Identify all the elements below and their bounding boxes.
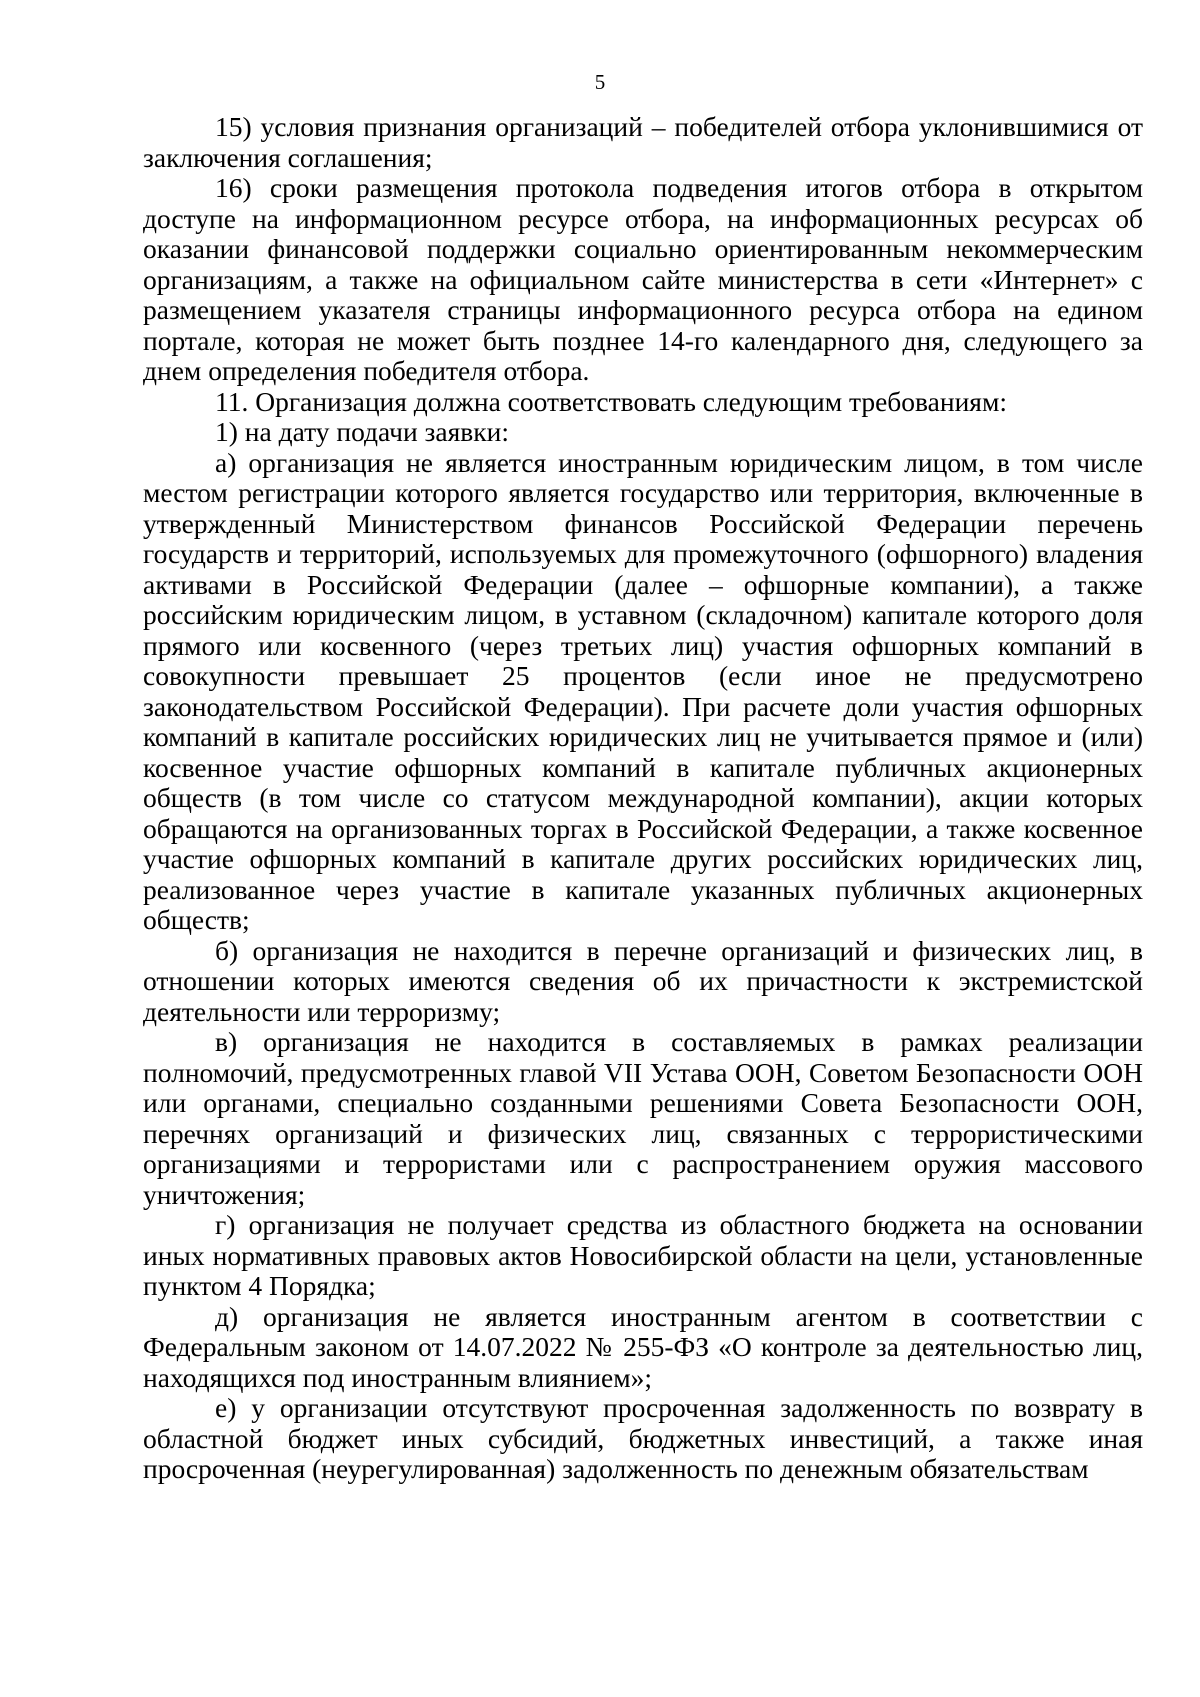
page-number: 5 [594, 70, 606, 94]
paragraph-item-b: б) организация не находится в перечне организаций и физических лиц, в отношении которых имеются сведения об их причастности к экстремистской деятельности или терроризму; [143, 934, 1143, 1027]
paragraph-item-16: 16) сроки размещения протокола подведения итогов отбора в открытом доступе на информационном ресурсе отбора, на информационных ресурсах об оказании финансовой поддержки социально ориентированным некоммерческим организациям, а также на официальном сайте министерства в сети «Интернет» с размещением указателя страницы информационного ресурса отбора на едином портале, которая не может быть позднее 14-го календарного дня, следующего за днем определения победителя отбора. [143, 172, 1143, 386]
paragraph-subsection-1: 1) на дату подачи заявки: [215, 416, 509, 447]
paragraph-item-a: а) организация не является иностранным юридическим лицом, в том числе местом регистрации которого является государство или территория, включенные в утвержденный Министерством финансов Российской Федерации перечень государств и территорий, используемых для промежуточного (офшорного) владения активами в Российской Федерации (далее – офшорные компании), а также российским юридическим лицом, в уставном (складочном) капитале которого доля прямого или косвенного (через третьих лиц) участия офшорных компаний в совокупности превышает 25 процентов (если иное не предусмотрено законодательством Российской Федерации). При расчете доли участия офшорных компаний в капитале российских юридических лиц не учитывается прямое и (или) косвенное участие офшорных компаний в капитале публичных акционерных обществ (в том числе со статусом международной компании), акции которых обращаются на организованных торгах в Российской Федерации, а также косвенное участие офшорных компаний в капитале других российских юридических лиц, реализованное через участие в капитале указанных публичных акционерных обществ; [143, 446, 1143, 935]
paragraph-item-g: г) организация не получает средства из областного бюджета на основании иных нормативных правовых актов Новосибирской области на цели, установленные пунктом 4 Порядка; [143, 1209, 1143, 1301]
paragraph-item-v: в) организация не находится в составляемых в рамках реализации полномочий, предусмотренных главой VII Устава ООН, Советом Безопасности ООН или органами, специально созданными решениями Совета Безопасности ООН, перечнях организаций и физических лиц, связанных с террористическими организациями и террористами или с распространением оружия массового уничтожения; [143, 1026, 1143, 1210]
paragraph-item-e: е) у организации отсутствуют просроченная задолженность по возврату в областной бюджет иных субсидий, бюджетных инвестиций, а также иная просроченная (неурегулированная) задолженность по денежным обязательствам [143, 1392, 1143, 1484]
document-body [143, 112, 1143, 1485]
paragraph-item-15: 15) условия признания организаций – победителей отбора уклонившимися от заключения соглашения; [143, 111, 1143, 173]
paragraph-section-11: 11. Организация должна соответствовать следующим требованиям: [215, 385, 1007, 417]
paragraph-item-d: д) организация не является иностранным агентом в соответствии с Федеральным законом от 14.07.2022 № 255-ФЗ «О контроле за деятельностью лиц, находящихся под иностранным влиянием»; [143, 1300, 1143, 1393]
